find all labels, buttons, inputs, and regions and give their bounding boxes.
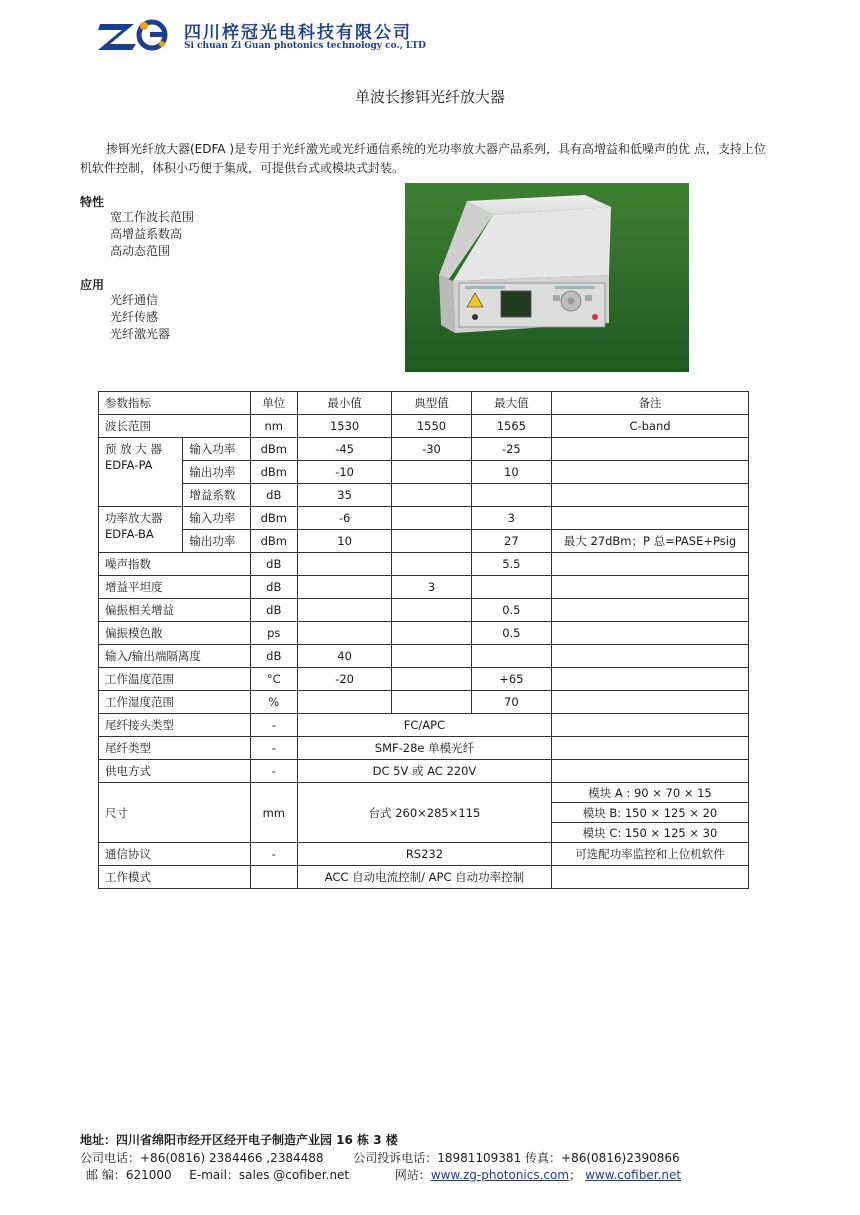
min-cell: 40 <box>297 645 391 668</box>
note-cell <box>552 737 749 760</box>
table-row <box>99 415 749 438</box>
note-cell <box>552 668 749 691</box>
min-cell <box>297 553 391 576</box>
website-link-zg[interactable]: www.zg-photonics.com <box>430 1168 570 1182</box>
max-cell: 5.5 <box>471 553 551 576</box>
table-row <box>99 714 749 737</box>
table-row <box>99 461 749 484</box>
note-cell <box>552 507 749 530</box>
product-photo <box>405 183 689 372</box>
table-row <box>99 668 749 691</box>
param-label: 工作湿度范围 <box>99 691 251 714</box>
footer-address: 地址：四川省绵阳市经开区经开电子制造产业园 16 栋 3 楼 <box>80 1133 398 1147</box>
document-title: 单波长掺铒光纤放大器 <box>354 88 505 106</box>
table-row <box>99 599 749 622</box>
note-cell <box>552 622 749 645</box>
header-cell-unit: 单位 <box>250 392 297 415</box>
min-cell: -6 <box>297 507 391 530</box>
typ-cell: 1550 <box>392 415 471 438</box>
param-label: 工作温度范围 <box>99 668 251 691</box>
footer-postcode: 邮 编：621000 <box>86 1168 172 1182</box>
min-cell <box>297 576 391 599</box>
group-label-pa: 预 放 大 器 EDFA-PA <box>99 438 183 507</box>
website-link-cofiber[interactable]: www.cofiber.net <box>585 1168 682 1182</box>
applications-heading: 应用 <box>80 278 105 292</box>
min-cell: 10 <box>297 530 391 553</box>
unit-cell: - <box>250 843 297 866</box>
note-cell: 模块 B: 150 × 125 × 20 <box>552 803 749 823</box>
footer-email: E-mail：sales @cofiber.net <box>189 1168 350 1182</box>
min-cell: 35 <box>297 484 391 507</box>
param-label: 偏振相关增益 <box>99 599 251 622</box>
note-cell: 最大 27dBm；P 总=PASE+Psig <box>552 530 749 553</box>
typ-cell <box>392 599 471 622</box>
table-row <box>99 760 749 783</box>
min-cell: -20 <box>297 668 391 691</box>
footer-web-label: 网站： <box>394 1168 431 1182</box>
table-row <box>99 530 749 553</box>
unit-cell: - <box>250 714 297 737</box>
unit-cell: mm <box>250 783 297 843</box>
min-cell: -45 <box>297 438 391 461</box>
unit-cell <box>250 866 297 889</box>
param-label: 偏振模色散 <box>99 622 251 645</box>
max-cell <box>471 576 551 599</box>
typ-cell <box>392 461 471 484</box>
company-logo <box>96 18 176 52</box>
unit-cell: - <box>250 737 297 760</box>
max-cell: 0.5 <box>471 599 551 622</box>
feature-item: 高增益系数高 <box>110 227 183 241</box>
min-cell <box>297 622 391 645</box>
table-row <box>99 691 749 714</box>
min-cell <box>297 599 391 622</box>
unit-cell: ps <box>250 622 297 645</box>
unit-cell: dB <box>250 645 297 668</box>
amplifier-device-illustration <box>405 183 689 372</box>
table-row <box>99 507 749 530</box>
param-label: 尺寸 <box>99 783 251 843</box>
max-cell: +65 <box>471 668 551 691</box>
note-cell: 模块 A : 90 × 70 × 15 <box>552 783 749 803</box>
table-row <box>99 783 749 803</box>
min-cell: 1530 <box>297 415 391 438</box>
param-label: 尾纤接头类型 <box>99 714 251 737</box>
value-cell: SMF-28e 单模光纤 <box>297 737 551 760</box>
value-cell: ACC 自动电流控制/ APC 自动功率控制 <box>297 866 551 889</box>
unit-cell: dB <box>250 576 297 599</box>
table-header-row <box>99 392 749 415</box>
table-row <box>99 737 749 760</box>
param-label: 输出功率 <box>183 461 250 484</box>
unit-cell: dBm <box>250 438 297 461</box>
param-label: 输入功率 <box>183 507 250 530</box>
param-label: 工作模式 <box>99 866 251 889</box>
table-row <box>99 645 749 668</box>
company-name-cn: 四川梓冠光电科技有限公司 <box>184 23 412 43</box>
footer-contact-row <box>86 1166 681 1184</box>
typ-cell <box>392 530 471 553</box>
param-label: 通信协议 <box>99 843 251 866</box>
unit-cell: dBm <box>250 507 297 530</box>
typ-cell <box>392 507 471 530</box>
table-row <box>99 484 749 507</box>
note-cell <box>552 576 749 599</box>
min-cell: -10 <box>297 461 391 484</box>
note-cell <box>552 461 749 484</box>
max-cell: 10 <box>471 461 551 484</box>
max-cell: 0.5 <box>471 622 551 645</box>
footer-phone-row <box>80 1149 680 1167</box>
value-cell: DC 5V 或 AC 220V <box>297 760 551 783</box>
note-cell <box>552 760 749 783</box>
footer-complaint: 公司投诉电话：18981109381 传真：+86(0816)2390866 <box>353 1151 680 1165</box>
feature-item: 高动态范围 <box>110 244 171 258</box>
typ-cell <box>392 645 471 668</box>
unit-cell: dB <box>250 484 297 507</box>
header-cell-min: 最小值 <box>297 392 391 415</box>
min-cell <box>297 691 391 714</box>
max-cell <box>471 484 551 507</box>
table-row <box>99 843 749 866</box>
max-cell <box>471 645 551 668</box>
param-label: 尾纤类型 <box>99 737 251 760</box>
application-item: 光纤激光器 <box>110 327 171 341</box>
note-cell <box>552 645 749 668</box>
header-cell-param: 参数指标 <box>99 392 251 415</box>
typ-cell: 3 <box>392 576 471 599</box>
unit-cell: - <box>250 760 297 783</box>
param-label: 增益平坦度 <box>99 576 251 599</box>
note-cell <box>552 691 749 714</box>
feature-item: 宽工作波长范围 <box>110 210 195 224</box>
typ-cell <box>392 668 471 691</box>
note-cell: C-band <box>552 415 749 438</box>
unit-cell: dBm <box>250 530 297 553</box>
table-row <box>99 553 749 576</box>
max-cell: 27 <box>471 530 551 553</box>
note-cell <box>552 484 749 507</box>
table-row <box>99 866 749 889</box>
table-row <box>99 438 749 461</box>
note-cell <box>552 599 749 622</box>
unit-cell: dBm <box>250 461 297 484</box>
footer-web-separator: ； <box>569 1168 582 1182</box>
max-cell: 3 <box>471 507 551 530</box>
value-cell: FC/APC <box>297 714 551 737</box>
max-cell: 70 <box>471 691 551 714</box>
value-cell: 台式 260×285×115 <box>297 783 551 843</box>
company-name-en: Si chuan Zi Guan photonics technology co., LTD <box>184 41 426 51</box>
unit-cell: dB <box>250 599 297 622</box>
unit-cell: dB <box>250 553 297 576</box>
group-label-ba: 功率放大器 EDFA-BA <box>99 507 183 553</box>
param-label: 波长范围 <box>99 415 251 438</box>
value-cell: RS232 <box>297 843 551 866</box>
intro-paragraph: 掺铒光纤放大器(EDFA )是专用于光纤激光或光纤通信系统的光功率放大器产品系列，具有高增益和低噪声的优 点，支持上位机软件控制，体积小巧便于集成，可提供台式或模块式封装。 <box>80 142 766 175</box>
param-label: 增益系数 <box>183 484 250 507</box>
note-cell <box>552 866 749 889</box>
application-item: 光纤传感 <box>110 310 159 324</box>
typ-cell <box>392 622 471 645</box>
note-cell: 模块 C: 150 × 125 × 30 <box>552 823 749 843</box>
note-cell <box>552 714 749 737</box>
note-cell <box>552 438 749 461</box>
header-cell-typ: 典型值 <box>392 392 471 415</box>
header-cell-note: 备注 <box>552 392 749 415</box>
max-cell: 1565 <box>471 415 551 438</box>
footer-tel: 公司电话：+86(0816) 2384466 ,2384488 <box>80 1151 324 1165</box>
param-label: 噪声指数 <box>99 553 251 576</box>
max-cell: -25 <box>471 438 551 461</box>
table-row <box>99 622 749 645</box>
spec-table <box>98 391 749 889</box>
typ-cell <box>392 691 471 714</box>
note-cell <box>552 553 749 576</box>
application-item: 光纤通信 <box>110 293 159 307</box>
unit-cell: % <box>250 691 297 714</box>
unit-cell: °C <box>250 668 297 691</box>
note-cell: 可选配功率监控和上位机软件 <box>552 843 749 866</box>
param-label: 供电方式 <box>99 760 251 783</box>
param-label: 输入/输出端隔离度 <box>99 645 251 668</box>
typ-cell <box>392 553 471 576</box>
table-row <box>99 576 749 599</box>
typ-cell: -30 <box>392 438 471 461</box>
param-label: 输入功率 <box>183 438 250 461</box>
typ-cell <box>392 484 471 507</box>
features-heading: 特性 <box>80 195 105 209</box>
unit-cell: nm <box>250 415 297 438</box>
param-label: 输出功率 <box>183 530 250 553</box>
header-cell-max: 最大值 <box>471 392 551 415</box>
